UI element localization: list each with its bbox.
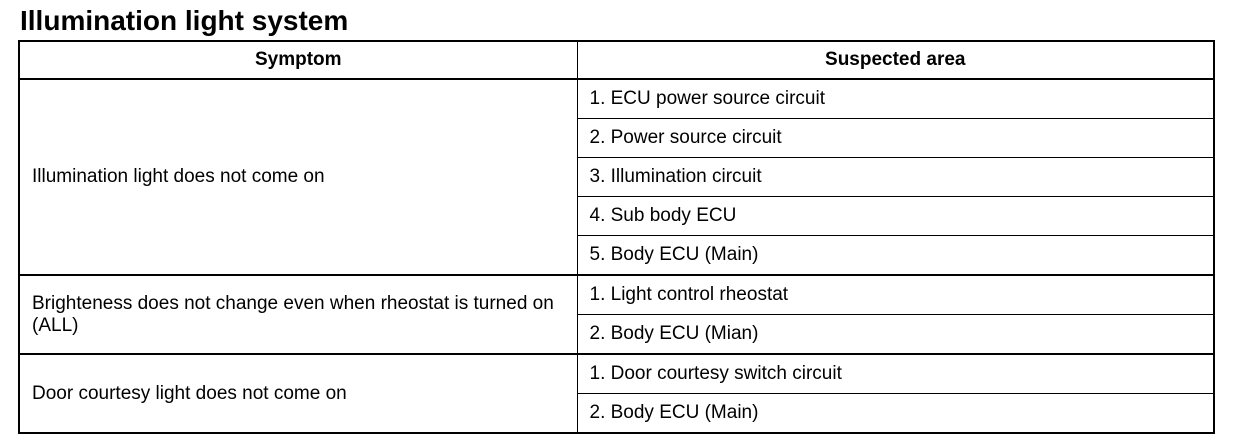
suspected-area-cell: 4. Sub body ECU xyxy=(577,197,1214,236)
symptom-cell: Door courtesy light does not come on xyxy=(19,354,577,433)
page-title: Illumination light system xyxy=(20,5,349,36)
suspected-area-cell: 2. Body ECU (Main) xyxy=(577,394,1214,434)
suspected-area-column-header: Suspected area xyxy=(577,41,1214,79)
symptom-cell: Illumination light does not come on xyxy=(19,79,577,275)
suspected-area-cell: 1. Door courtesy switch circuit xyxy=(577,354,1214,394)
trouble-table xyxy=(18,40,1215,434)
symptom-cell: Brighteness does not change even when rheostat is turned on (ALL) xyxy=(19,275,577,354)
suspected-area-cell: 2. Body ECU (Mian) xyxy=(577,315,1214,355)
suspected-area-cell: 2. Power source circuit xyxy=(577,119,1214,158)
suspected-area-cell: 5. Body ECU (Main) xyxy=(577,236,1214,276)
suspected-area-cell: 1. ECU power source circuit xyxy=(577,79,1214,119)
table-header-row xyxy=(19,41,1214,79)
suspected-area-cell: 1. Light control rheostat xyxy=(577,275,1214,315)
suspected-area-cell: 3. Illumination circuit xyxy=(577,158,1214,197)
table-row xyxy=(19,79,1214,119)
symptom-column-header: Symptom xyxy=(19,41,577,79)
table-row xyxy=(19,354,1214,394)
table-row xyxy=(19,275,1214,315)
